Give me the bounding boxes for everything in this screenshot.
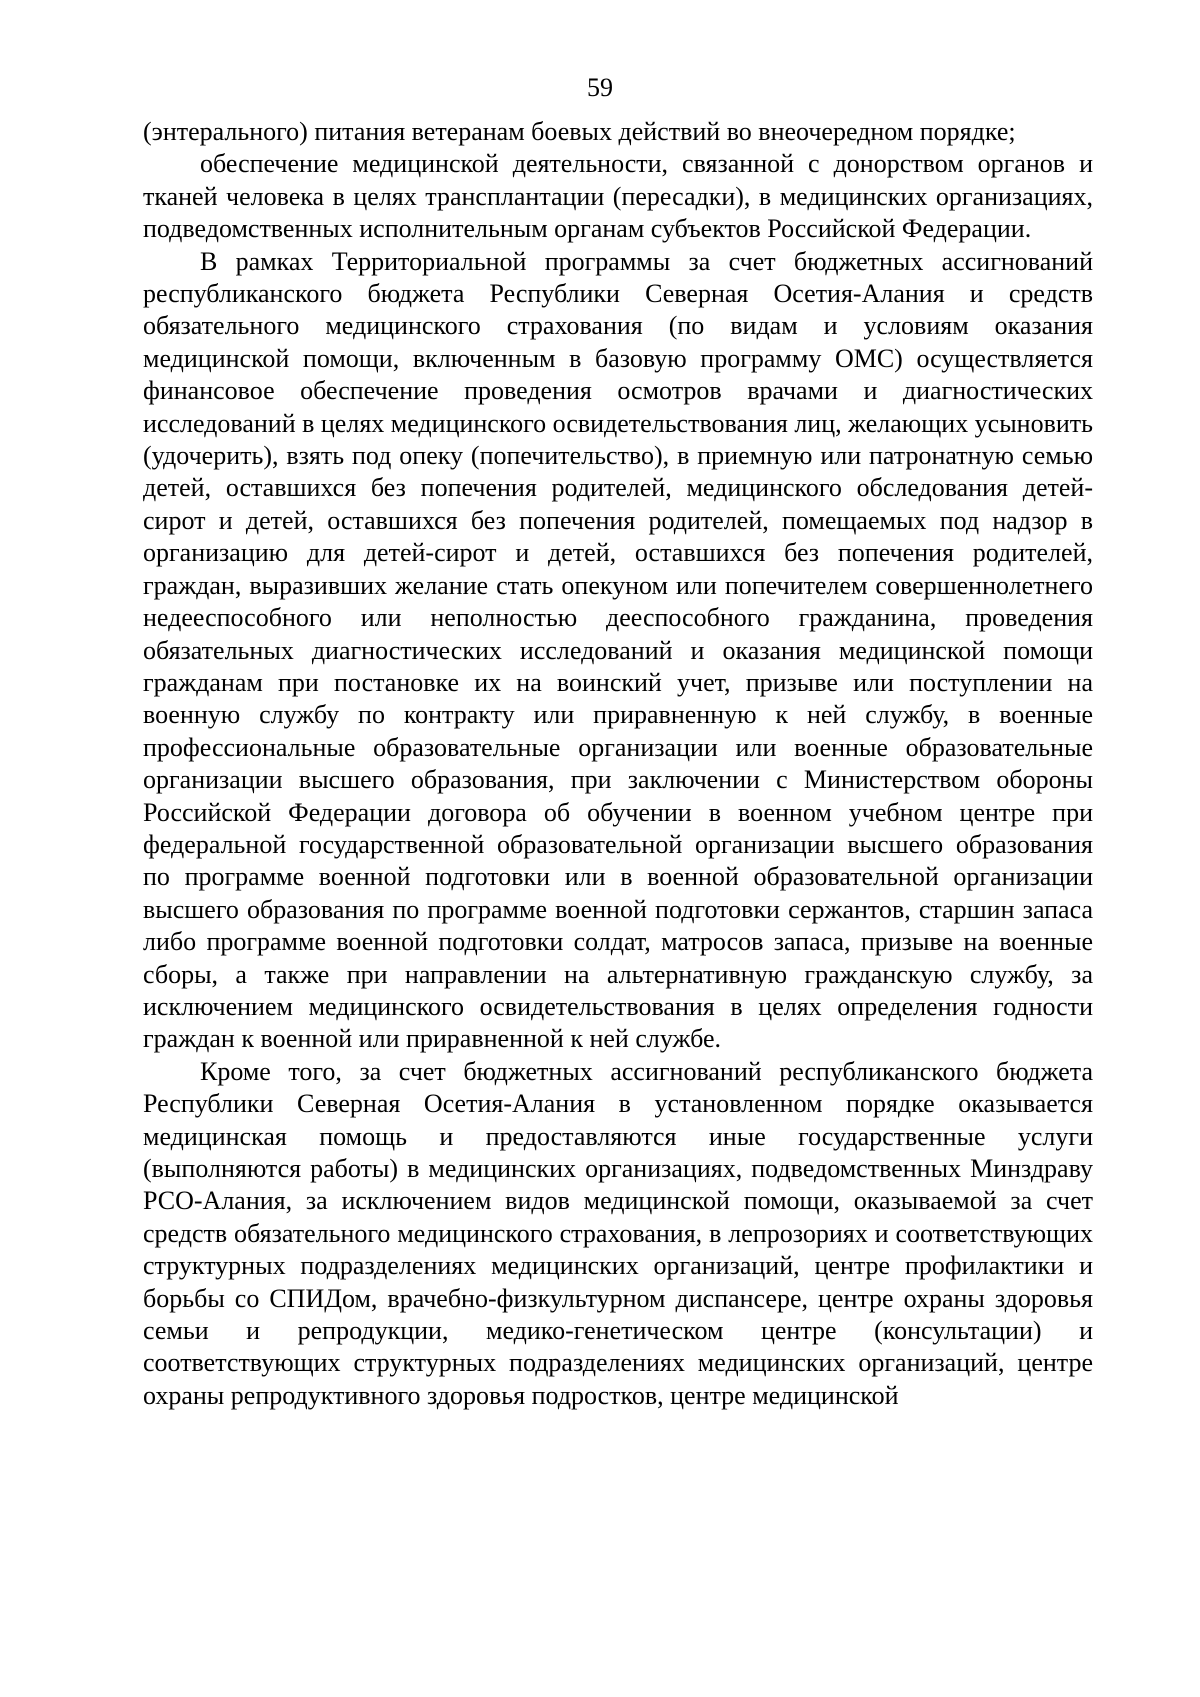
paragraph-territorial-program: В рамках Территориальной программы за счет бюджетных ассигнований республиканского бюджета Республики Северная Осетия-Алания и средств обязательного медицинского страхования (по видам и условиям оказания медицинской помощи, включенным в базовую программу ОМС) осуществляется финансовое обеспечение проведения осмотров врачами и диагностических исследований в целях медицинского освидетельствования лиц, желающих усыновить (удочерить), взять под опеку (попечительство), в приемную или патронатную семью детей, оставшихся без попечения родителей, медицинского обследования детей-сирот и детей, оставшихся без попечения родителей, помещаемых под надзор в организацию для детей-сирот и детей, оставшихся без попечения родителей, граждан, выразивших желание стать опекуном или попечителем совершеннолетнего недееспособного или неполностью дееспособного гражданина, проведения обязательных диагностических исследований и оказания медицинской помощи гражданам при постановке их на воинский учет, призыве или поступлении на военную службу по контракту или приравненную к ней службу, в военные профессиональные образовательные организации или военные образовательные организации высшего образования, при заключении с Министерством обороны Российской Федерации договора об обучении в военном учебном центре при федеральной государственной образовательной организации высшего образования по программе военной подготовки или в военной образовательной организации высшего образования по программе военной подготовки сержантов, старшин запаса либо программе военной подготовки солдат, матросов запаса, призыве на военные сборы, а также при направлении на альтернативную гражданскую службу, за исключением медицинского освидетельствования в целях определения годности граждан к военной или приравненной к ней службе. xyxy=(143,246,1093,1054)
page-number: 59 xyxy=(587,73,613,102)
paragraph-republican-budget: Кроме того, за счет бюджетных ассигнований республиканского бюджета Республики Северная Осетия-Алания в установленном порядке оказывается медицинская помощь и предоставляются иные государственные услуги (выполняются работы) в медицинских организациях, подведомственных Минздраву РСО-Алания, за исключением видов медицинской помощи, оказываемой за счет средств обязательного медицинского страхования, в лепрозориях и соответствующих структурных подразделениях медицинских организаций, центре профилактики и борьбы со СПИДом, врачебно-физкультурном диспансере, центре охраны здоровья семьи и репродукции, медико-генетическом центре (консультации) и соответствующих структурных подразделениях медицинских организаций, центре охраны репродуктивного здоровья подростков, центре медицинской xyxy=(143,1056,1093,1410)
paragraph-continuation: (энтерального) питания ветеранам боевых действий во внеочередном порядке; xyxy=(143,117,1016,146)
paragraph-organ-donation: обеспечение медицинской деятельности, связанной с донорством органов и тканей человека в целях трансплантации (пересадки), в медицинских организациях, подведомственных исполнительным органам субъектов Российской Федерации. xyxy=(143,149,1093,244)
document-body xyxy=(143,116,1093,1412)
